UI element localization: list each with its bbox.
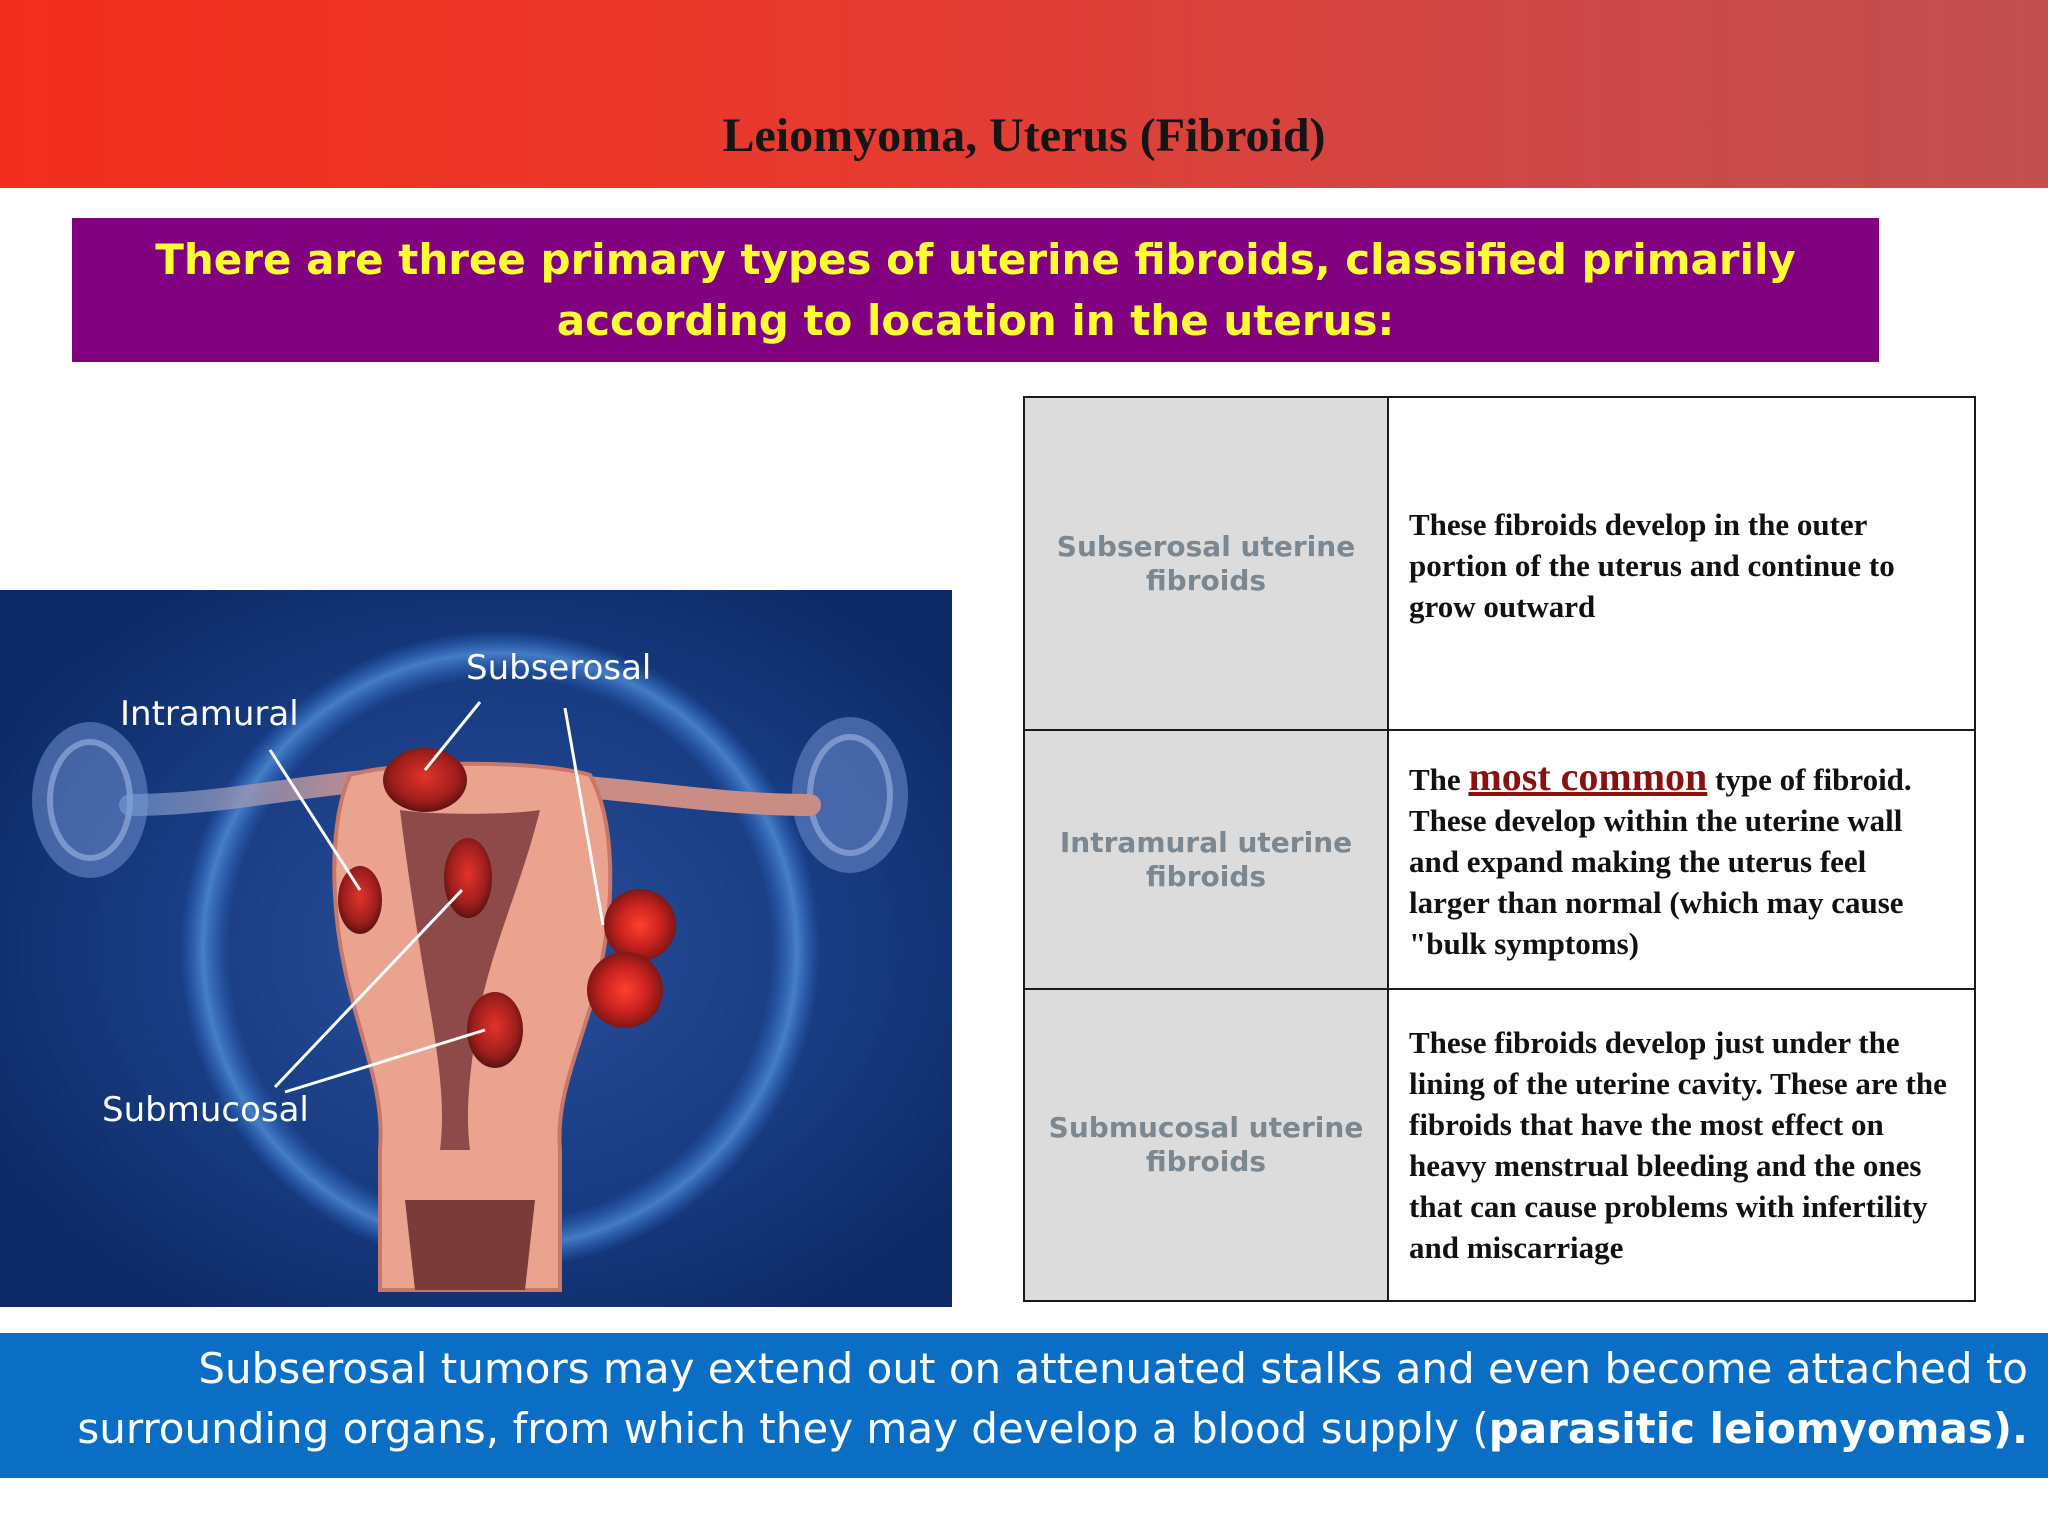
table-row (1024, 730, 1975, 989)
footer-text (0, 1339, 2028, 1459)
fibroid-subserosal (383, 748, 467, 812)
label-subserosal: Subserosal (466, 648, 652, 688)
fibroid-types-table (1023, 396, 1976, 1302)
intro-banner-text: There are three primary types of uterine fibroids, classified primarily according to location in the uterus: (155, 235, 1796, 345)
type-name-intramural: Intramural uterine fibroids (1024, 730, 1388, 989)
fibroid-external-2 (587, 952, 663, 1028)
label-intramural: Intramural (120, 694, 299, 734)
table-row (1024, 989, 1975, 1301)
fibroid-external-1 (604, 889, 676, 961)
intro-banner (72, 218, 1879, 362)
fibroid-submucosal-upper (444, 838, 492, 918)
fibroid-submucosal-lower (467, 992, 523, 1068)
footer-text-main: Subserosal tumors may extend out on attenuated stalks and even become attached to surrounding organs, from which they may develop a blood supply ( (77, 1344, 2028, 1453)
footer-text-bold: parasitic leiomyomas). (1488, 1404, 2028, 1453)
type-name-subserosal: Subserosal uterine fibroids (1024, 397, 1388, 730)
desc-prefix: The (1409, 761, 1461, 797)
title-bar (0, 0, 2048, 188)
footer-note (0, 1333, 2048, 1478)
most-common-emphasis: most common (1468, 753, 1708, 799)
page-title: Leiomyoma, Uterus (Fibroid) (722, 109, 1326, 162)
table-row (1024, 397, 1975, 730)
type-desc-submucosal: These fibroids develop just under the lining of the uterine cavity. These are the fibroids that have the most effect on heavy menstrual bleeding and the ones that can cause problems with infertility and miscarriage (1388, 989, 1975, 1301)
uterus-fibroid-illustration (0, 590, 952, 1307)
desc-suffix: type of fibroid. These develop within the uterine wall and expand making the uterus feel larger than normal (which may cause "bulk symptoms) (1409, 761, 1912, 961)
fibroid-intramural (338, 866, 382, 934)
label-submucosal: Submucosal (102, 1090, 309, 1130)
type-desc-subserosal: These fibroids develop in the outer portion of the uterus and continue to grow outward (1388, 397, 1975, 730)
type-name-submucosal: Submucosal uterine fibroids (1024, 989, 1388, 1301)
type-desc-intramural (1388, 730, 1975, 989)
